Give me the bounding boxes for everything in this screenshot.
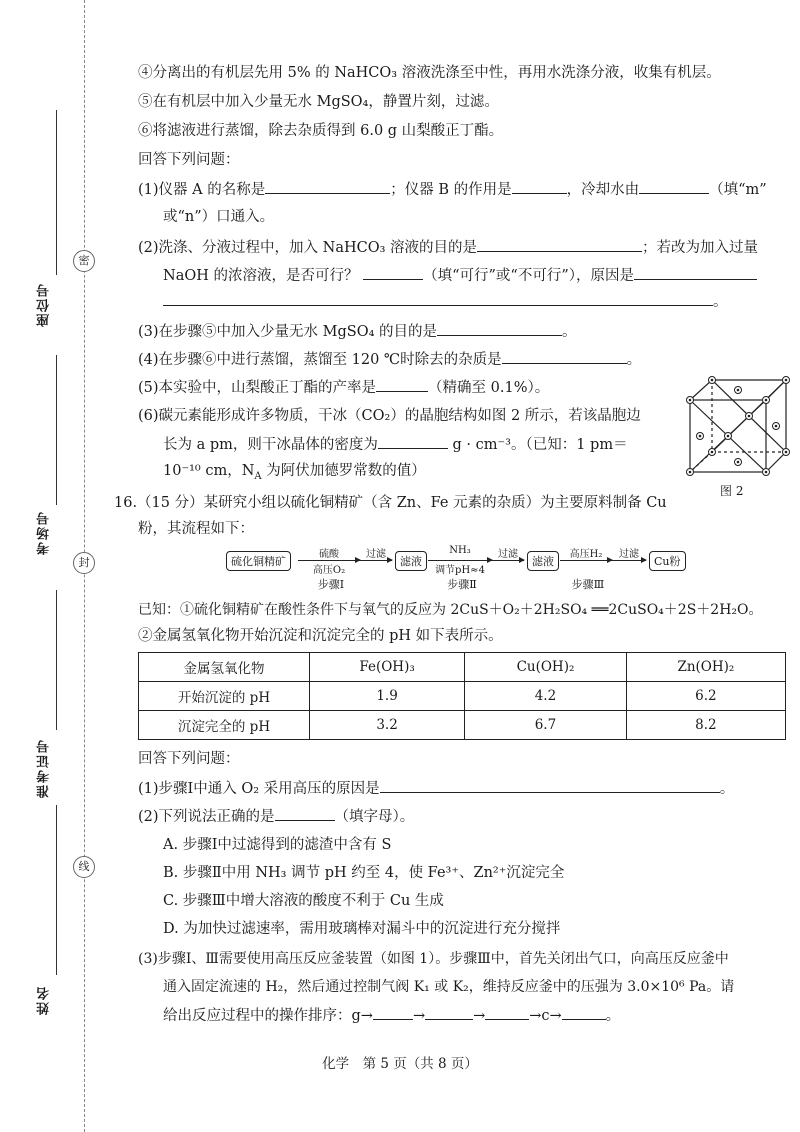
ph-table bbox=[138, 652, 786, 740]
q16-1-part-a: (1)步骤Ⅰ中通入 O₂ 采用高压的原因是 bbox=[138, 781, 380, 797]
q6-part-b: 长为 a pm，则干冰晶体的密度为 bbox=[163, 437, 378, 453]
question-4 bbox=[138, 348, 641, 371]
q2-part-c: NaOH 的浓溶液，是否可行？ bbox=[163, 268, 359, 284]
question-6-cont bbox=[163, 433, 628, 456]
step-6: ⑥将滤液进行蒸馏，除去杂质得到 6.0 g 山梨酸正丁酯。 bbox=[138, 123, 504, 139]
q2-answer-blank-b[interactable] bbox=[363, 264, 423, 280]
q16-3-part-c: 给出反应过程中的操作排序：g→ bbox=[163, 1008, 373, 1024]
q3-answer-blank[interactable] bbox=[437, 320, 562, 336]
exam-room-label: 考场号 bbox=[37, 510, 52, 555]
table-cell: 1.9 bbox=[310, 682, 465, 711]
question-1 bbox=[138, 178, 767, 201]
exam-id-line[interactable] bbox=[56, 590, 57, 730]
seal-mark-feng: 封 bbox=[73, 552, 95, 574]
table-header-cell: Fe(OH)₃ bbox=[310, 653, 465, 682]
name-label: 姓名 bbox=[37, 985, 52, 1015]
question-16-head-cont: 粉，其流程如下： bbox=[138, 521, 254, 537]
step-4: ④分离出的有机层先用 5% 的 NaHCO₃ 溶液洗涤至中性，再用水洗涤分液，收集有机层。 bbox=[138, 65, 721, 81]
q5-part-b: （精确至 0.1%）。 bbox=[428, 380, 550, 396]
flow-filter-3: 过滤 bbox=[619, 549, 639, 560]
q16-2-answer-blank[interactable] bbox=[275, 805, 335, 821]
q16-3-arrow-1: → bbox=[412, 1008, 426, 1024]
q1-part-d: （填“m” bbox=[709, 182, 767, 198]
table-header-cell: 金属氢氧化物 bbox=[139, 653, 310, 682]
seat-number-label: 座位号 bbox=[37, 282, 52, 327]
seal-mark-xian: 线 bbox=[73, 856, 95, 878]
q3-part-b: 。 bbox=[562, 324, 577, 340]
question-5 bbox=[138, 376, 549, 399]
question-6-cont2 bbox=[163, 460, 426, 488]
q16-3-arrow-3: →c→ bbox=[529, 1008, 562, 1024]
q3-part-a: (3)在步骤⑤中加入少量无水 MgSO₄ 的目的是 bbox=[138, 324, 438, 340]
q2-answer-blank-d[interactable] bbox=[163, 290, 713, 306]
table-cell: 3.2 bbox=[310, 711, 465, 740]
question-2-cont bbox=[163, 264, 757, 287]
flow-filter-1: 过滤 bbox=[366, 549, 386, 560]
q4-answer-blank[interactable] bbox=[502, 348, 627, 364]
q16-option-c: C. 步骤Ⅲ中增大溶液的酸度不利于 Cu 生成 bbox=[163, 893, 444, 909]
q16-1-part-b: 。 bbox=[719, 781, 735, 797]
flow-reagent-2-bottom: 调节pH≈4 bbox=[435, 565, 485, 576]
q2-answer-blank-c[interactable] bbox=[634, 264, 757, 280]
exam-room-line[interactable] bbox=[56, 355, 57, 505]
table-cell: 沉淀完全的 pH bbox=[139, 711, 310, 740]
q1-answer-blank-a[interactable] bbox=[265, 178, 390, 194]
q16-option-a: A. 步骤Ⅰ中过滤得到的滤渣中含有 S bbox=[163, 837, 392, 853]
q6-part-d2: 为阿伏加德罗常数的值） bbox=[261, 463, 426, 479]
flow-step-2-label: 步骤Ⅱ bbox=[447, 578, 477, 591]
q16-question-2 bbox=[138, 805, 414, 828]
flow-reagent-1-bottom: 高压O₂ bbox=[312, 565, 346, 576]
q16-3-answer-blank-2[interactable] bbox=[425, 1004, 473, 1020]
known-1: 已知：①硫化铜精矿在酸性条件下与氧气的反应为 2CuS＋O₂＋2H₂SO₄ ══2CuSO₄＋2S＋2H₂O。 bbox=[138, 602, 763, 618]
answer-prompt: 回答下列问题： bbox=[138, 152, 240, 168]
flow-box-filtrate-1: 滤液 bbox=[395, 551, 427, 571]
flow-reagent-3-top: 高压H₂ bbox=[569, 549, 603, 560]
table-header-cell: Zn(OH)₂ bbox=[626, 653, 785, 682]
q5-part-a: (5)本实验中，山梨酸正丁酯的产率是 bbox=[138, 380, 377, 396]
q16-question-3-cont2 bbox=[163, 1004, 620, 1027]
question-2-cont2 bbox=[163, 290, 728, 313]
q6-avogadro-subscript: A bbox=[254, 470, 262, 482]
q6-part-d: 10⁻¹⁰ cm，N bbox=[163, 463, 255, 479]
q16-answer-prompt: 回答下列问题： bbox=[138, 751, 240, 767]
q5-answer-blank[interactable] bbox=[376, 376, 428, 392]
flow-step-1-label: 步骤Ⅰ bbox=[317, 578, 345, 591]
table-header-cell: Cu(OH)₂ bbox=[465, 653, 627, 682]
table-cell: 4.2 bbox=[465, 682, 627, 711]
q16-3-answer-blank-4[interactable] bbox=[562, 1004, 606, 1020]
q16-question-3: (3)步骤Ⅰ、Ⅲ需要使用高压反应釜装置（如图 1）。步骤Ⅲ中，首先关闭出气口，向高压反应釜中 bbox=[138, 951, 729, 967]
table-cell: 6.2 bbox=[626, 682, 785, 711]
q6-answer-blank[interactable] bbox=[378, 433, 448, 449]
q16-3-answer-blank-1[interactable] bbox=[373, 1004, 413, 1020]
page-footer: 化学 第 5 页（共 8 页） bbox=[322, 1056, 478, 1072]
q16-question-1 bbox=[138, 777, 734, 800]
q16-option-b: B. 步骤Ⅱ中用 NH₃ 调节 pH 约至 4，使 Fe³⁺、Zn²⁺沉淀完全 bbox=[163, 865, 565, 881]
question-6: (6)碳元素能形成许多物质，干冰（CO₂）的晶胞结构如图 2 所示，若该晶胞边 bbox=[138, 408, 641, 424]
q16-3-part-g: 。 bbox=[605, 1008, 621, 1024]
table-header-row bbox=[139, 653, 786, 682]
q16-2-part-b: （填字母）。 bbox=[334, 809, 415, 825]
q16-option-d: D. 为加快过滤速率，需用玻璃棒对漏斗中的沉淀进行充分搅拌 bbox=[163, 921, 561, 937]
table-cell: 开始沉淀的 pH bbox=[139, 682, 310, 711]
q1-answer-blank-c[interactable] bbox=[639, 178, 709, 194]
seal-mark-mi: 密 bbox=[73, 250, 95, 272]
figure-2-dry-ice-unit-cell bbox=[682, 372, 792, 480]
q16-1-answer-blank[interactable] bbox=[380, 777, 720, 793]
q1-answer-blank-b[interactable] bbox=[512, 178, 567, 194]
name-line[interactable] bbox=[56, 805, 57, 975]
figure-2-caption: 图 2 bbox=[720, 484, 744, 498]
q16-3-arrow-2: → bbox=[473, 1008, 486, 1024]
exam-id-label: 准考证号 bbox=[37, 738, 52, 798]
known-2: ②金属氢氧化物开始沉淀和沉淀完全的 pH 如下表所示。 bbox=[138, 628, 503, 644]
q16-question-3-cont: 通入固定流速的 H₂，然后通过控制气阀 K₁ 或 K₂，维持反应釜中的压强为 3.0×10⁶ Pa。请 bbox=[163, 979, 735, 995]
question-2 bbox=[138, 236, 758, 259]
q2-part-b: ；若改为加入过量 bbox=[642, 240, 759, 256]
flow-box-product: Cu粉 bbox=[649, 551, 686, 571]
q2-part-e: 。 bbox=[713, 294, 728, 310]
table-cell: 8.2 bbox=[626, 711, 785, 740]
q4-part-a: (4)在步骤⑥中进行蒸馏，蒸馏至 120 ℃时除去的杂质是 bbox=[138, 352, 502, 368]
flow-reagent-2-top: NH₃ bbox=[449, 545, 471, 556]
flow-reagent-1-top: 硫酸 bbox=[319, 549, 339, 560]
question-3 bbox=[138, 320, 577, 343]
step-5: ⑤在有机层中加入少量无水 MgSO₄，静置片刻，过滤。 bbox=[138, 94, 499, 110]
q2-answer-blank-a[interactable] bbox=[477, 236, 642, 252]
q1-part-b: ；仪器 B 的作用是 bbox=[390, 182, 512, 198]
q4-part-b: 。 bbox=[626, 352, 642, 368]
q16-3-answer-blank-3[interactable] bbox=[485, 1004, 529, 1020]
flow-arrow-5 bbox=[560, 560, 612, 561]
flow-filter-2: 过滤 bbox=[498, 549, 518, 560]
table-row bbox=[139, 711, 786, 740]
q2-part-a: (2)洗涤、分液过程中，加入 NaHCO₃ 溶液的目的是 bbox=[138, 240, 478, 256]
flow-step-3-label: 步骤Ⅲ bbox=[571, 578, 605, 591]
q2-part-d: （填“可行”或“不可行”），原因是 bbox=[423, 268, 634, 284]
q1-part-c: ，冷却水由 bbox=[566, 182, 640, 198]
q6-part-c: g · cm⁻³。（已知：1 pm＝ bbox=[452, 437, 628, 453]
q16-2-part-a: (2)下列说法正确的是 bbox=[138, 809, 275, 825]
question-1-cont: 或“n”）口通入。 bbox=[163, 209, 275, 225]
q1-part-a: (1)仪器 A 的名称是 bbox=[138, 182, 266, 198]
flow-arrow-4 bbox=[492, 560, 524, 561]
seat-number-line[interactable] bbox=[56, 110, 57, 275]
table-row bbox=[139, 682, 786, 711]
question-16-head: 16.（15 分）某研究小组以硫化铜精矿（含 Zn、Fe 元素的杂质）为主要原料制备 Cu bbox=[114, 495, 667, 511]
flow-box-filtrate-2: 滤液 bbox=[527, 551, 559, 571]
flow-arrow-2 bbox=[360, 560, 392, 561]
flow-arrow-6 bbox=[612, 560, 646, 561]
table-cell: 6.7 bbox=[465, 711, 627, 740]
flow-box-start: 硫化铜精矿 bbox=[226, 551, 291, 571]
